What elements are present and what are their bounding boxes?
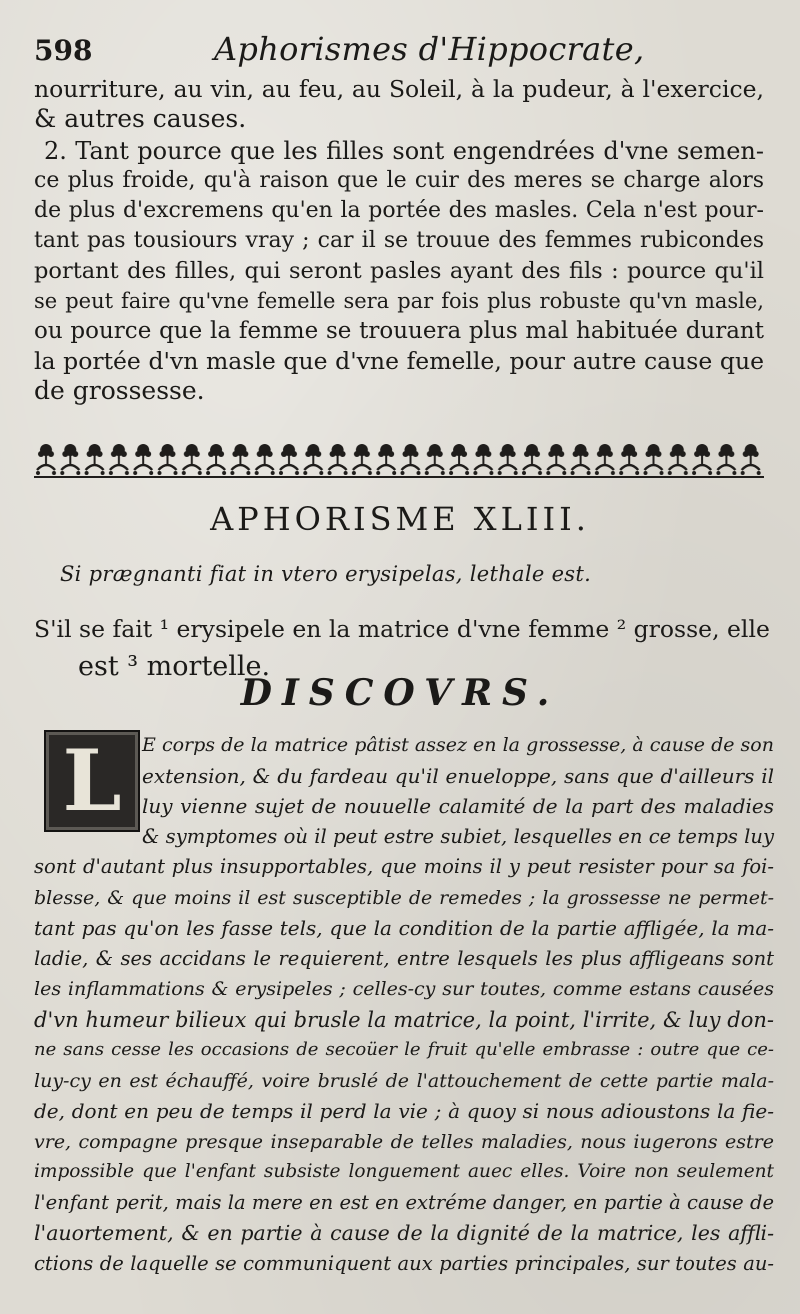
text-line: la portée d'vn masle que d'vne femelle, pour autre cause que bbox=[34, 347, 764, 375]
text-line: de grossesse. bbox=[34, 376, 205, 405]
text-line: luy-cy en est échauffé, voire bruslé de l'attouchement de cette partie mala- bbox=[34, 1069, 774, 1092]
text-line: tant pas qu'on les fasse tels, que la condition de la partie affligée, la ma- bbox=[34, 916, 774, 940]
ornament-band bbox=[34, 440, 764, 480]
text-line: ctions de laquelle se communiquent aux parties principales, sur toutes au- bbox=[34, 1251, 774, 1275]
aphorism-title: APHORISME XLIII. bbox=[210, 500, 590, 538]
text-line: 2. Tant pource que les filles sont engendrées d'vne semen- bbox=[44, 137, 764, 165]
text-line: les inflammations & erysipeles ; celles-cy sur toutes, comme estans causées bbox=[34, 978, 774, 1000]
discours-body bbox=[34, 730, 774, 1279]
text-line: extension, & du fardeau qu'il enueloppe, sans que d'ailleurs il bbox=[142, 763, 774, 788]
text-line: blesse, & que moins il est susceptible de remedes ; la grossesse ne permet- bbox=[34, 886, 774, 909]
note-2-paragraph bbox=[34, 136, 764, 406]
text-line: nourriture, au vin, au feu, au Soleil, à la pudeur, à l'exercice, bbox=[34, 75, 764, 103]
text-line: de plus d'excremens qu'en la portée des masles. Cela n'est pour- bbox=[34, 198, 764, 223]
text-line: de, dont en peu de temps il perd la vie ; à quoy si nous adioustons la fie- bbox=[34, 1099, 774, 1123]
text-line: S'il se fait ¹ erysipele en la matrice d'vne femme ² grosse, elle bbox=[34, 615, 770, 643]
text-line: ce plus froide, qu'à raison que le cuir des meres se charge alors bbox=[34, 168, 764, 193]
text-line: sont d'autant plus insupportables, que moins il y peut resister pour sa foi- bbox=[34, 855, 774, 878]
page-header bbox=[34, 30, 764, 74]
latin-aphorism: Si prægnanti fiat in vtero erysipelas, lethale est. bbox=[60, 562, 592, 586]
text-line: & autres causes. bbox=[34, 104, 247, 133]
text-line: tant pas tousiours vray ; car il se trouue des femmes rubicondes bbox=[34, 228, 764, 253]
running-title: Aphorismes d'Hippocrate, bbox=[214, 30, 645, 68]
text-line: l'enfant perit, mais la mere en est en extréme danger, en partie à cause de bbox=[34, 1190, 774, 1214]
text-line: se peut faire qu'vne femelle sera par fois plus robuste qu'vn masle, bbox=[34, 289, 764, 313]
text-line: & symptomes où il peut estre subiet, lesquelles en ce temps luy bbox=[142, 824, 774, 848]
text-line: vre, compagne presque inseparable de telles maladies, nous iugerons estre bbox=[34, 1130, 774, 1153]
dropcap-letter: L bbox=[62, 731, 122, 830]
text-line: ou pource que la femme se trouuera plus mal habituée durant bbox=[34, 318, 764, 344]
text-line: ne sans cesse les occasions de secoüer le fruit qu'elle embrasse : outre que ce- bbox=[34, 1039, 774, 1060]
continued-paragraph bbox=[34, 74, 764, 134]
text-line: impossible que l'enfant subsiste longuement auec elles. Voire non seulement bbox=[34, 1161, 774, 1182]
discours-title: DISCOVRS. bbox=[240, 672, 560, 714]
text-line: est ³ mortelle. bbox=[78, 651, 271, 682]
text-line: d'vn humeur bilieux qui brusle la matrice, la point, l'irrite, & luy don- bbox=[34, 1007, 774, 1032]
text-line: E corps de la matrice pâtist assez en la grossesse, à cause de son bbox=[142, 734, 774, 756]
text-line: l'auortement, & en partie à cause de la dignité de la matrice, les affli- bbox=[34, 1221, 774, 1245]
text-line: luy vienne sujet de nouuelle calamité de la part des maladies bbox=[142, 794, 774, 818]
page-number: 598 bbox=[34, 34, 93, 67]
text-line: portant des filles, qui seront pasles ayant des fils : pource qu'il bbox=[34, 258, 764, 284]
text-line: ladie, & ses accidans le requierent, entre lesquels les plus affligeans sont bbox=[34, 946, 774, 970]
